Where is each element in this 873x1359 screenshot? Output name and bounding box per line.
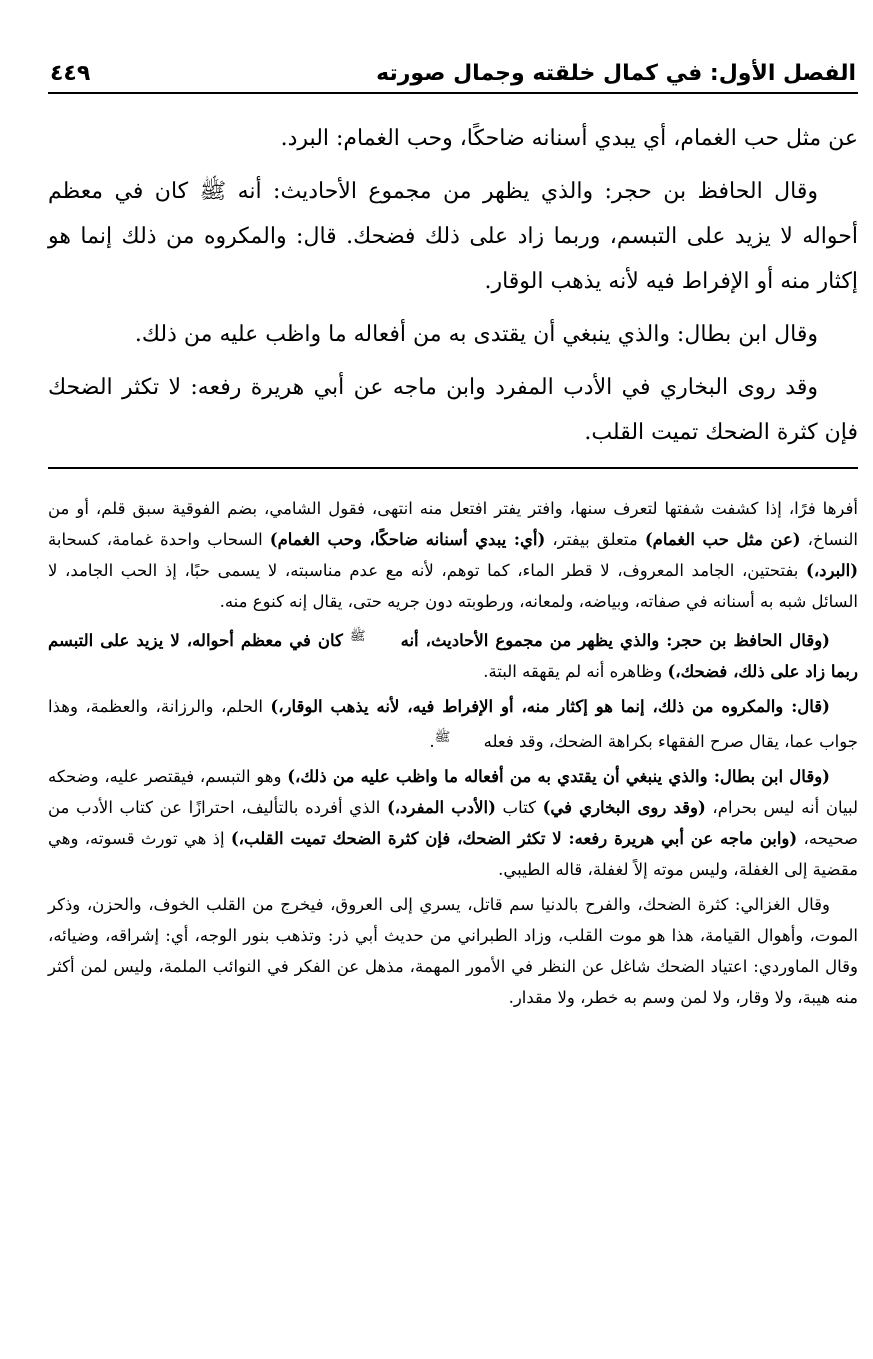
commentary-paragraph: [48, 621, 858, 687]
commentary-text: الحلم، والرزانة، والعظمة، وهذا جواب عما، يقال صرح الفقهاء بكراهة الضحك، وقد فعله: [48, 697, 858, 751]
commentary-text: أفرها فرًا، إذا كشفت شفتها لتعرف سنها، وافتر يفتر افتعل منه انتهى، فقول الشامي، بضم الفوقية سبق قلم، أو من النساخ،: [48, 499, 858, 549]
commentary-paragraph: [48, 691, 858, 757]
salawat-symbol: ﷺ: [434, 730, 451, 745]
quoted-matn: (الأدب المفرد،): [387, 798, 496, 817]
commentary-paragraph: [48, 493, 858, 617]
quoted-matn: كان في معظم أحواله، لا يزيد على التبسم ربما زاد على ذلك، فضحك،): [48, 631, 858, 681]
footnote-divider: [48, 467, 858, 469]
page-number: ٤٤٩: [50, 61, 91, 86]
commentary-paragraph: [48, 761, 858, 885]
commentary-text: متعلق بيفتر،: [545, 530, 645, 549]
main-text: [48, 116, 858, 455]
running-header: [48, 52, 858, 94]
commentary-text: إذ هي تورث قسوته، وهي مقضية إلى الغفلة، وليس موته إلاً لغفلة، قاله الطيبي.: [48, 829, 858, 879]
quoted-matn: (وقال الحافظ بن حجر: والذي يظهر من مجموع الأحاديث، أنه: [393, 631, 830, 650]
main-paragraph: وقال الحافظ بن حجر: والذي يظهر من مجموع الأحاديث: أنه ﷺ كان في معظم أحواله لا يزيد على التبسم، وربما زاد على ذلك فضحك. قال: والمكروه من ذلك إنما هو إكثار منه أو الإفراط فيه لأنه يذهب الوقار.: [48, 179, 858, 294]
quoted-matn: (وقد روى البخاري في): [542, 798, 706, 817]
commentary-text: وهو التبسم، فيقتصر عليه، وضحكه لبيان أنه ليس بحرام،: [48, 767, 858, 817]
quoted-matn: (أي: يبدي أسنانه ضاحكًا، وحب الغمام): [269, 530, 546, 549]
commentary-text: .: [429, 732, 435, 751]
chapter-title: الفصل الأول: في كمال خلقته وجمال صورته: [376, 61, 856, 86]
salawat-symbol: ﷺ: [349, 629, 366, 644]
book-page: [48, 52, 858, 1017]
commentary-text: السحاب واحدة غمامة، كسحابة: [48, 530, 270, 549]
main-paragraph: وقال ابن بطال: والذي ينبغي أن يقتدى به من أفعاله ما واظب عليه من ذلك.: [134, 322, 818, 347]
quoted-matn: (وقال ابن بطال: والذي ينبغي أن يقتدي به من أفعاله ما واظب عليه من ذلك،): [287, 767, 830, 786]
quoted-matn: (عن مثل حب الغمام): [644, 530, 801, 549]
commentary-text: وظاهره أنه لم يقهقه البتة.: [483, 662, 668, 681]
commentary-text: كتاب: [495, 798, 543, 817]
quoted-matn: (البرد،): [806, 561, 858, 580]
commentary-text: بفتحتين، الجامد المعروف، لا قطر الماء، كما توهم، لأنه مع عدم مناسبته، لا يسمى حبًا، إذ الحب الجامد، لا السائل شبه به أسنانه في صفاته، وبياضه، ولمعانه، ورطوبته دون جريه حتى، يقال إنه كنوع منه.: [48, 561, 858, 611]
main-paragraph: وقد روى البخاري في الأدب المفرد وابن ماجه عن أبي هريرة رفعه: لا تكثر الضحك فإن كثرة الضحك تميت القلب.: [48, 375, 858, 445]
commentary-text: الذي أفرده بالتأليف، احترازًا عن كتاب الأدب من صحيحه،: [48, 798, 858, 848]
quoted-matn: (قال: والمكروه من ذلك، إنما هو إكثار منه، أو الإفراط فيه، لأنه يذهب الوقار،): [270, 697, 830, 716]
commentary-paragraph: وقال الغزالي: كثرة الضحك، والفرح بالدنيا سم قاتل، يسري إلى العروق، فيخرج من القلب الخوف، والحزن، وذكر الموت، وأهوال القيامة، هذا هو موت القلب، وزاد الطبراني من حديث أبي ذر: وتذهب بنور الوجه، أي: إشراقه، وضيائه، وقال الماوردي: اعتياد الضحك شاغل عن النظر في الأمور المهمة، مذهل عن الفكر في النوائب الملمة، وليس لمن أكثر منه هيبة، ولا وقار، ولا لمن وسم به خطر، ولا مقدار.: [48, 895, 858, 1007]
quoted-matn: (وابن ماجه عن أبي هريرة رفعه: لا تكثر الضحك، فإن كثرة الضحك تميت القلب،): [230, 829, 798, 848]
commentary: [48, 493, 858, 1013]
main-paragraph: عن مثل حب الغمام، أي يبدي أسنانه ضاحكًا، وحب الغمام: البرد.: [280, 126, 858, 151]
